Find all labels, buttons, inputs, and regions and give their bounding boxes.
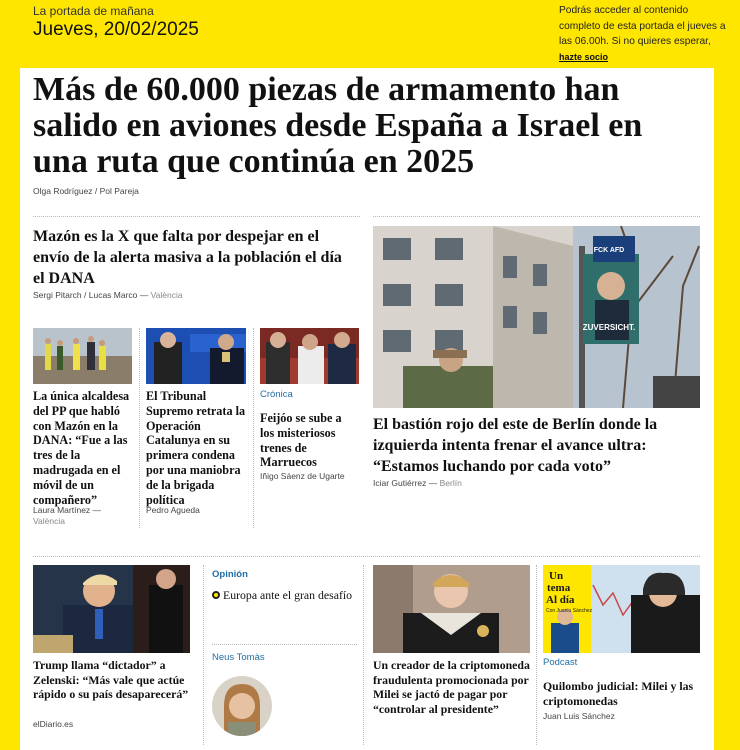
- divider: [212, 644, 357, 645]
- photo-image: [33, 328, 132, 384]
- photo-image: [543, 565, 700, 653]
- divider: [203, 565, 204, 745]
- photo-image: [146, 328, 246, 384]
- photo-image: [373, 226, 700, 408]
- mazon-authors: Sergi Pitarch / Lucas Marco —: [33, 290, 151, 300]
- mazon-headline[interactable]: Mazón es la X que falta por despejar en el envío de la alerta masiva a la población el día el DANA: [33, 228, 342, 287]
- trump-byline: elDiario.es: [33, 719, 74, 729]
- divider: [373, 216, 700, 217]
- trump-photo[interactable]: [33, 565, 190, 653]
- berlin-author: Iciar Gutiérrez —: [373, 478, 440, 488]
- opinion-bullet-icon: [212, 591, 220, 599]
- podcast-logo-line3: Al día: [546, 594, 575, 606]
- divider: [33, 216, 360, 217]
- supremo-byline: Pedro Agueda: [146, 505, 200, 515]
- front-page: [20, 68, 714, 750]
- crypto-photo[interactable]: [373, 565, 530, 653]
- trump-headline[interactable]: Trump llama “dictador” a Zelenski: “Más vale que actúe rápido o su país desaparecerá”: [33, 658, 189, 701]
- mazon-byline: [33, 290, 183, 300]
- alcaldesa-author: Laura Martínez —: [33, 505, 102, 515]
- subscription-note: [559, 3, 729, 65]
- divider: [536, 565, 537, 745]
- mazon-place: València: [150, 290, 183, 300]
- lead-headline[interactable]: Más de 60.000 piezas de armamento han salido en aviones desde España a Israel en una ruta que continúa en 2025: [33, 71, 643, 180]
- feijoo-byline: Iñigo Sáenz de Ugarte: [260, 471, 345, 481]
- divider: [33, 556, 700, 557]
- subscription-note-text: Podrás acceder al contenido completo de esta portada el jueves a las 06.00h. Si no quieres esperar,: [559, 5, 726, 47]
- poster-text: ZUVERSICHT.: [582, 323, 636, 332]
- supremo-headline[interactable]: El Tribunal Supremo retrata la Operación Catalunya en su primera condena por una maniobra de la brigada política: [146, 389, 246, 507]
- avatar-image: [212, 676, 272, 736]
- podcast-logo-sub: Con Juanlu Sánchez: [546, 608, 593, 614]
- poster-top-text: FCK AFD: [593, 247, 625, 254]
- edition-date: Jueves, 20/02/2025: [33, 19, 199, 40]
- podcast-cover[interactable]: [543, 565, 700, 653]
- alcaldesa-headline[interactable]: La única alcaldesa del PP que habló con Mazón en la DANA: “Fue a las tres de la madrugada en el móvil de un compañero”: [33, 389, 130, 507]
- edition-label: La portada de mañana: [33, 4, 154, 18]
- opinion-headline: Europa ante el gran desafío: [223, 588, 353, 602]
- alcaldesa-byline: [33, 505, 133, 527]
- berlin-byline: [373, 478, 462, 488]
- author-avatar[interactable]: [212, 676, 272, 736]
- berlin-place: Berlín: [439, 478, 462, 488]
- subscribe-link[interactable]: hazte socio: [559, 51, 609, 62]
- berlin-headline[interactable]: El bastión rojo del este de Berlín donde la izquierda intenta frenar el avance ultra: “Estamos luchando por cada voto”: [373, 416, 658, 475]
- podcast-logo-line1: Un: [549, 570, 564, 582]
- podcast-category[interactable]: Podcast: [543, 657, 578, 668]
- opinion-author[interactable]: Neus Tomàs: [212, 652, 265, 663]
- crypto-headline[interactable]: Un creador de la criptomoneda fraudulenta promocionada por Milei se jactó de pagar por “controlar al presidente”: [373, 658, 530, 716]
- photo-image: [373, 565, 530, 653]
- berlin-photo[interactable]: [373, 226, 700, 408]
- divider: [363, 565, 364, 745]
- supremo-photo[interactable]: [146, 328, 246, 384]
- divider: [139, 328, 140, 528]
- alcaldesa-place: València: [33, 516, 65, 526]
- feijoo-photo[interactable]: [260, 328, 359, 384]
- podcast-headline[interactable]: Quilombo judicial: Milei y las criptomonedas: [543, 679, 694, 708]
- alcaldesa-photo[interactable]: [33, 328, 132, 384]
- photo-image: [33, 565, 190, 653]
- photo-image: [260, 328, 359, 384]
- feijoo-category[interactable]: Crónica: [260, 389, 293, 400]
- opinion-section[interactable]: Opinión: [212, 569, 248, 580]
- feijoo-headline[interactable]: Feijóo se sube a los misteriosos trenes de Marruecos: [260, 411, 342, 470]
- podcast-byline: Juan Luis Sánchez: [543, 711, 615, 721]
- opinion-item[interactable]: [212, 586, 357, 604]
- lead-byline: Olga Rodríguez / Pol Pareja: [33, 186, 139, 196]
- podcast-logo-line2: tema: [547, 582, 571, 594]
